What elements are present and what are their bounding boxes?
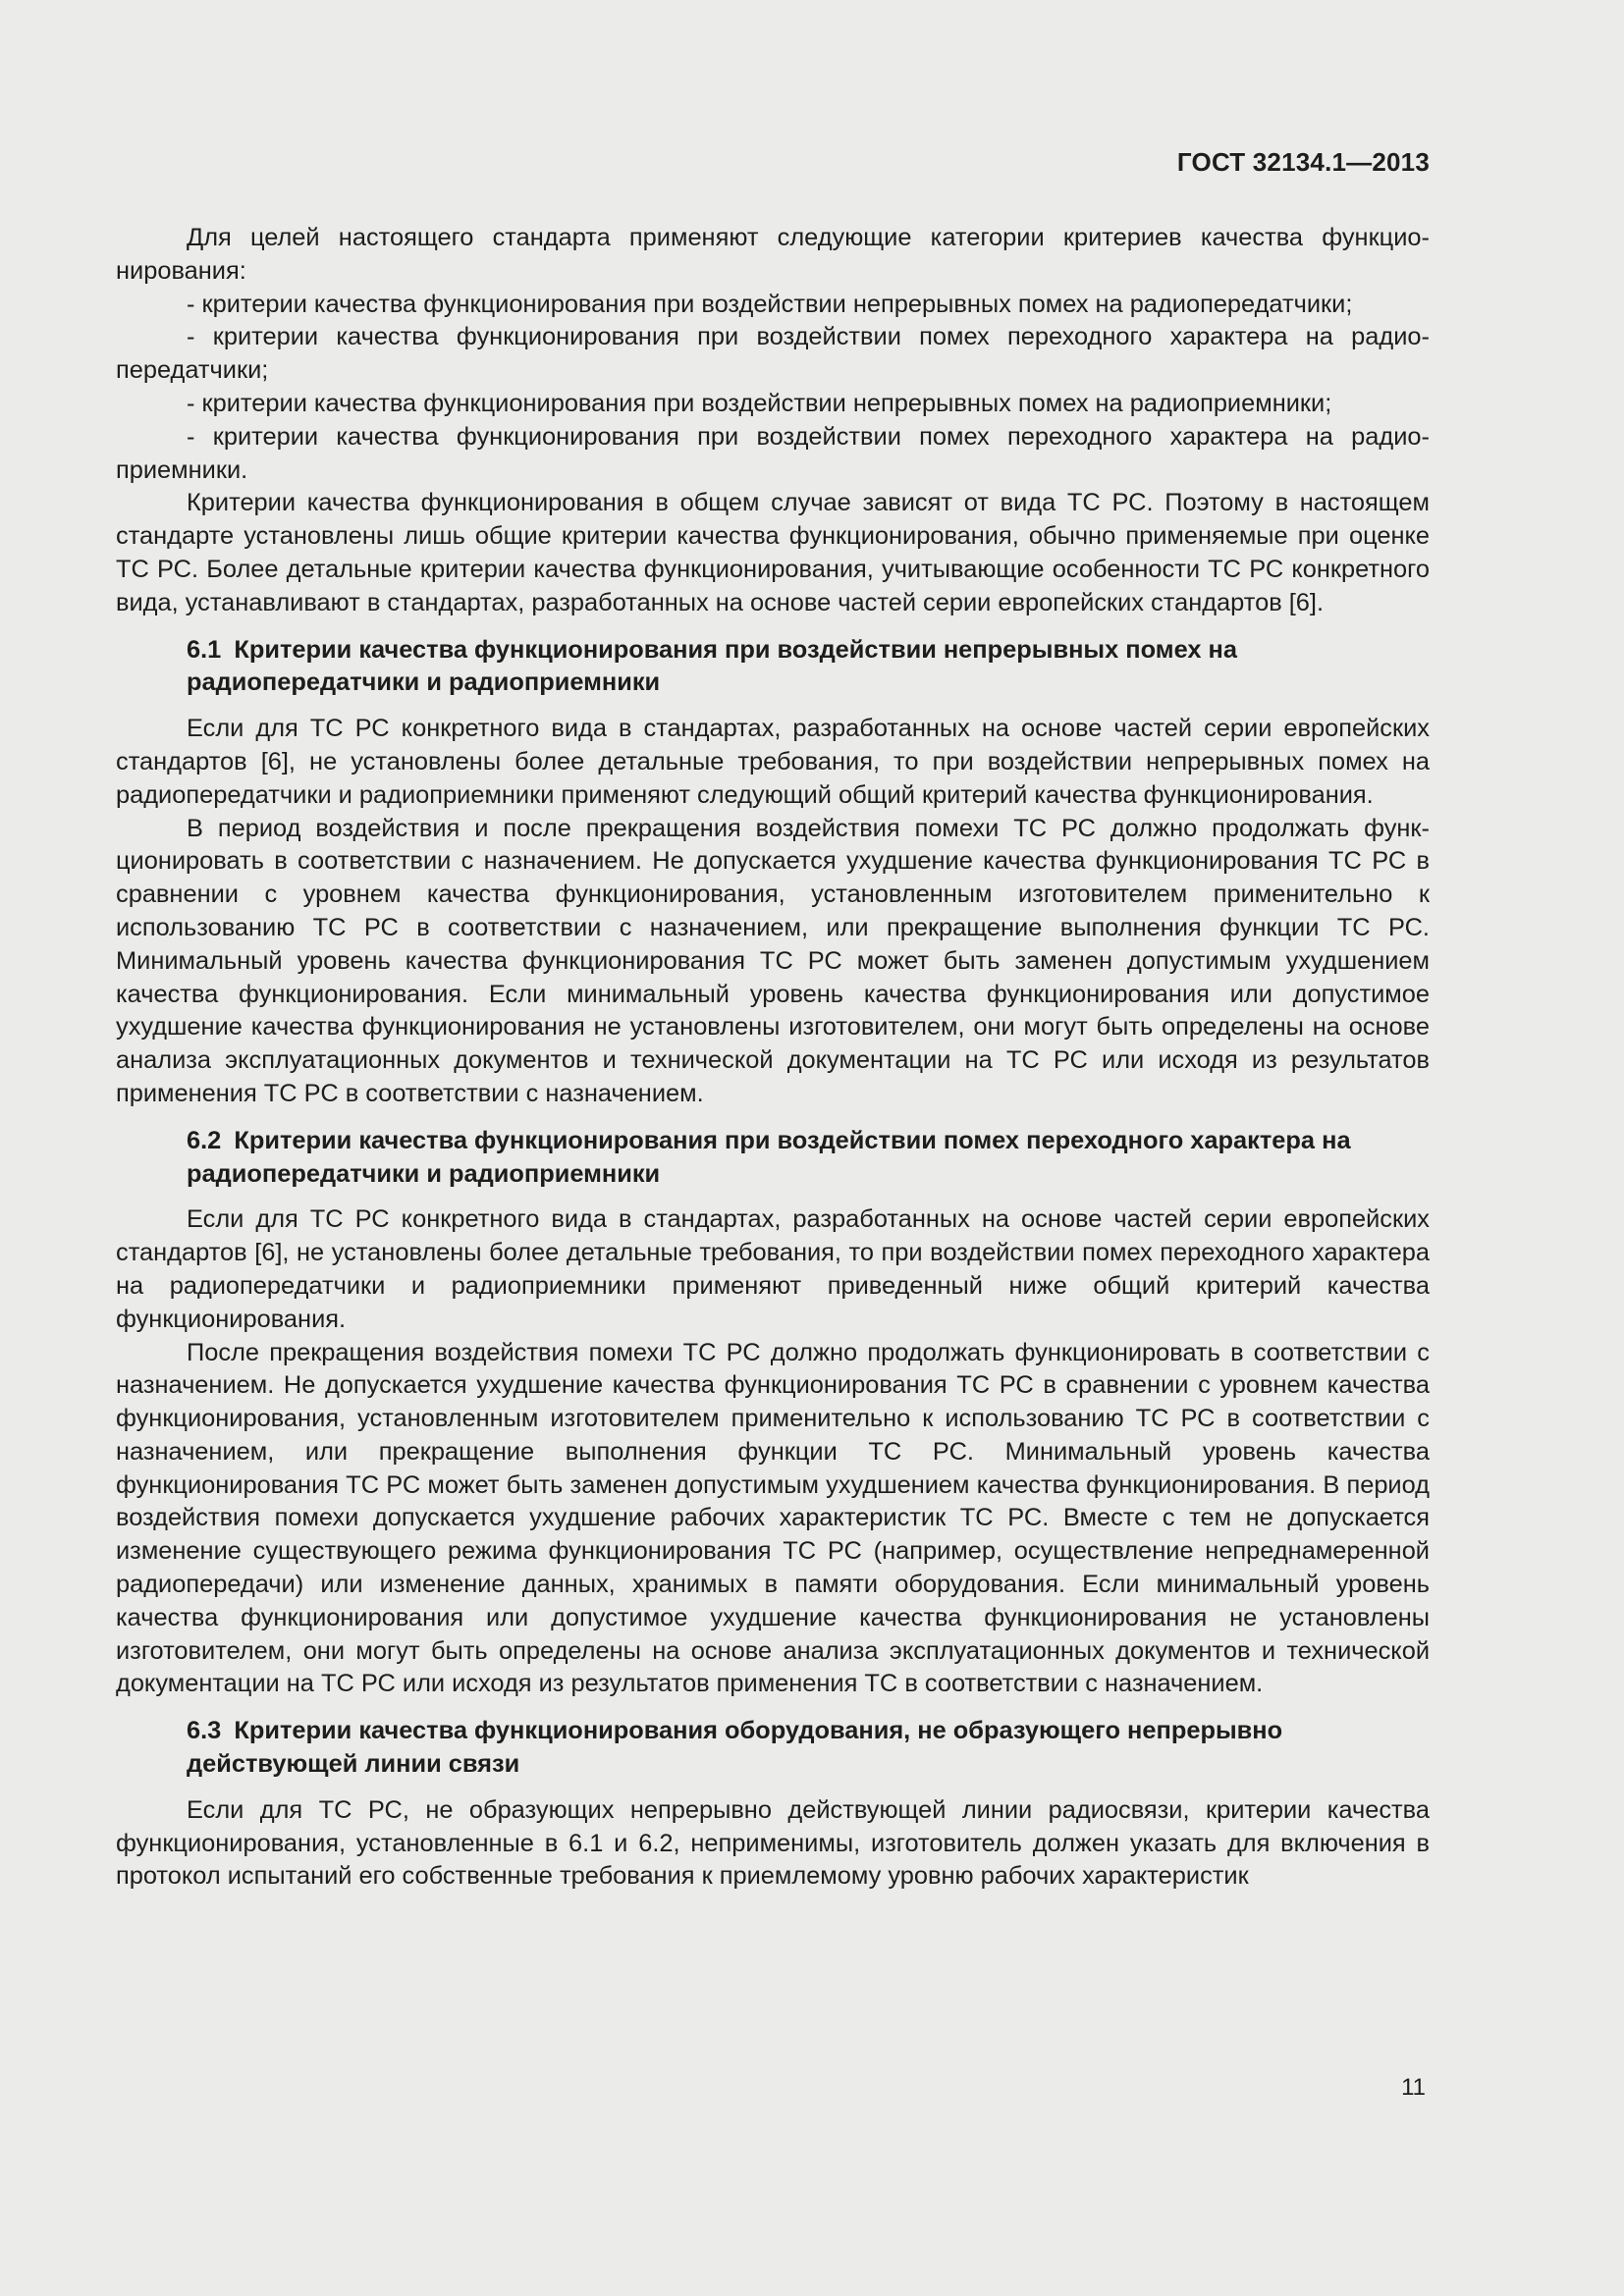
intro-closing-paragraph: Критерии качества функционирования в общем случае зависят от вида ТС РС. Поэтому в настоящем стандарте установлены лишь общие критерии качества функционирования, обычно применяемые при оценке ТС РС. Более детальные критерии качества функционирования, учитывающие особенности ТС РС конкретного вида, устанавливают в стандартах, разработанных на основе частей серии европейских стандартов [6].	[116, 489, 1430, 616]
section-heading-6-3	[187, 1715, 1404, 1782]
section-paragraph: Если для ТС РС конкретного вида в стандартах, разработанных на основе частей серии европейских стандартов [6], не установлены более детальные требования, то при воздействии помех переходного характера на радиопередатчики и радиоприемники применяют приведенный ниже общий критерий качества функционирования.	[116, 1205, 1430, 1333]
section-number: 6.1	[187, 635, 222, 664]
intro-list-item: - критерии качества функционирования при воздействии непрерывных помех на радиоприемники;	[187, 389, 1332, 417]
section-heading-6-2	[187, 1125, 1404, 1192]
section-paragraph: Если для ТС РС, не образующих непрерывно действующей линии радиосвязи, критерии качества функционирования, установленные в 6.1 и 6.2, неприменимы, изготовитель должен указать для включения в протокол испытаний его собственные требования к приемлемому уровню рабочих характеристик	[116, 1795, 1430, 1891]
section-number: 6.3	[187, 1717, 222, 1745]
section-paragraph: Если для ТС РС конкретного вида в стандартах, разработанных на основе частей серии европейских стандартов [6], не установлены более детальные требования, то при воздействии непрерывных помех на радиопередатчики и радиоприемники применяют следующий общий критерий качества функционирования.	[116, 715, 1430, 809]
intro-list-item: - критерии качества функционирования при воздействии помех переходного характера на радиоприемники.	[116, 422, 1430, 484]
section-heading-6-1	[187, 634, 1404, 701]
section-title: Критерии качества функционирования при воздействии помех переходного характера на радиопередатчики и радиоприемники	[187, 1126, 1351, 1188]
section-number: 6.2	[187, 1126, 222, 1154]
section-title: Критерии качества функционирования при воздействии непрерывных помех на радиопередатчики и радиоприемники	[187, 635, 1237, 697]
intro-lead-paragraph: Для целей настоящего стандарта применяют следующие категории критериев качества функционирования:	[116, 224, 1430, 285]
section-paragraph: После прекращения воздействия помехи ТС РС должно продолжать функционировать в соответствии с назначением. Не допускается ухудшение качества функционирования ТС РС в сравнении с уровнем качества функционирования, установленным изготовителем применительно к использованию ТС РС в соответствии с назначением, или прекращение выполнения функции ТС РС. Минимальный уровень качества функционирования ТС РС может быть заменен допустимым ухудшением качества функционирования. В период воздействия помехи допускается ухудшение рабочих характеристик ТС РС. Вместе с тем не допускается изменение существующего режима функционирования ТС РС (например, осуществление непреднамеренной радиопередачи) или изменение данных, хранимых в памяти оборудования. Если минимальный уровень качества функционирования или допустимое ухудшение качества функционирования не установлены изготовителем, они могут быть определены на основе анализа эксплуатационных документов и технической документации на ТС РС или исходя из результатов применения ТС в соответствии с назначением.	[116, 1338, 1430, 1698]
intro-list-item: - критерии качества функционирования при воздействии помех переходного характера на радиопередатчики;	[116, 323, 1430, 385]
page-number: 11	[1401, 2074, 1426, 2101]
standard-code-header: ГОСТ 32134.1—2013	[1176, 147, 1430, 177]
section-paragraph: В период воздействия и после прекращения воздействия помехи ТС РС должно продолжать функционировать в соответствии с назначением. Не допускается ухудшение качества функционирования ТС РС в сравнении с уровнем качества функционирования, установленным изготовителем применительно к использованию ТС РС в соответствии с назначением, или прекращение выполнения функции ТС РС. Минимальный уровень качества функционирования ТС РС может быть заменен допустимым ухудшением качества функционирования. Если минимальный уровень качества функционирования или допустимое ухудшение качества функционирования не установлены изготовителем, они могут быть определены на основе анализа эксплуатационных документов и технической документации на ТС РС или исходя из результатов применения ТС РС в соответствии с назначением.	[116, 814, 1430, 1107]
section-title: Критерии качества функционирования оборудования, не образующего непрерывно действующей линии связи	[187, 1717, 1283, 1779]
intro-list-item: - критерии качества функционирования при воздействии непрерывных помех на радиопередатчики;	[187, 290, 1353, 318]
document-body	[116, 222, 1430, 1894]
